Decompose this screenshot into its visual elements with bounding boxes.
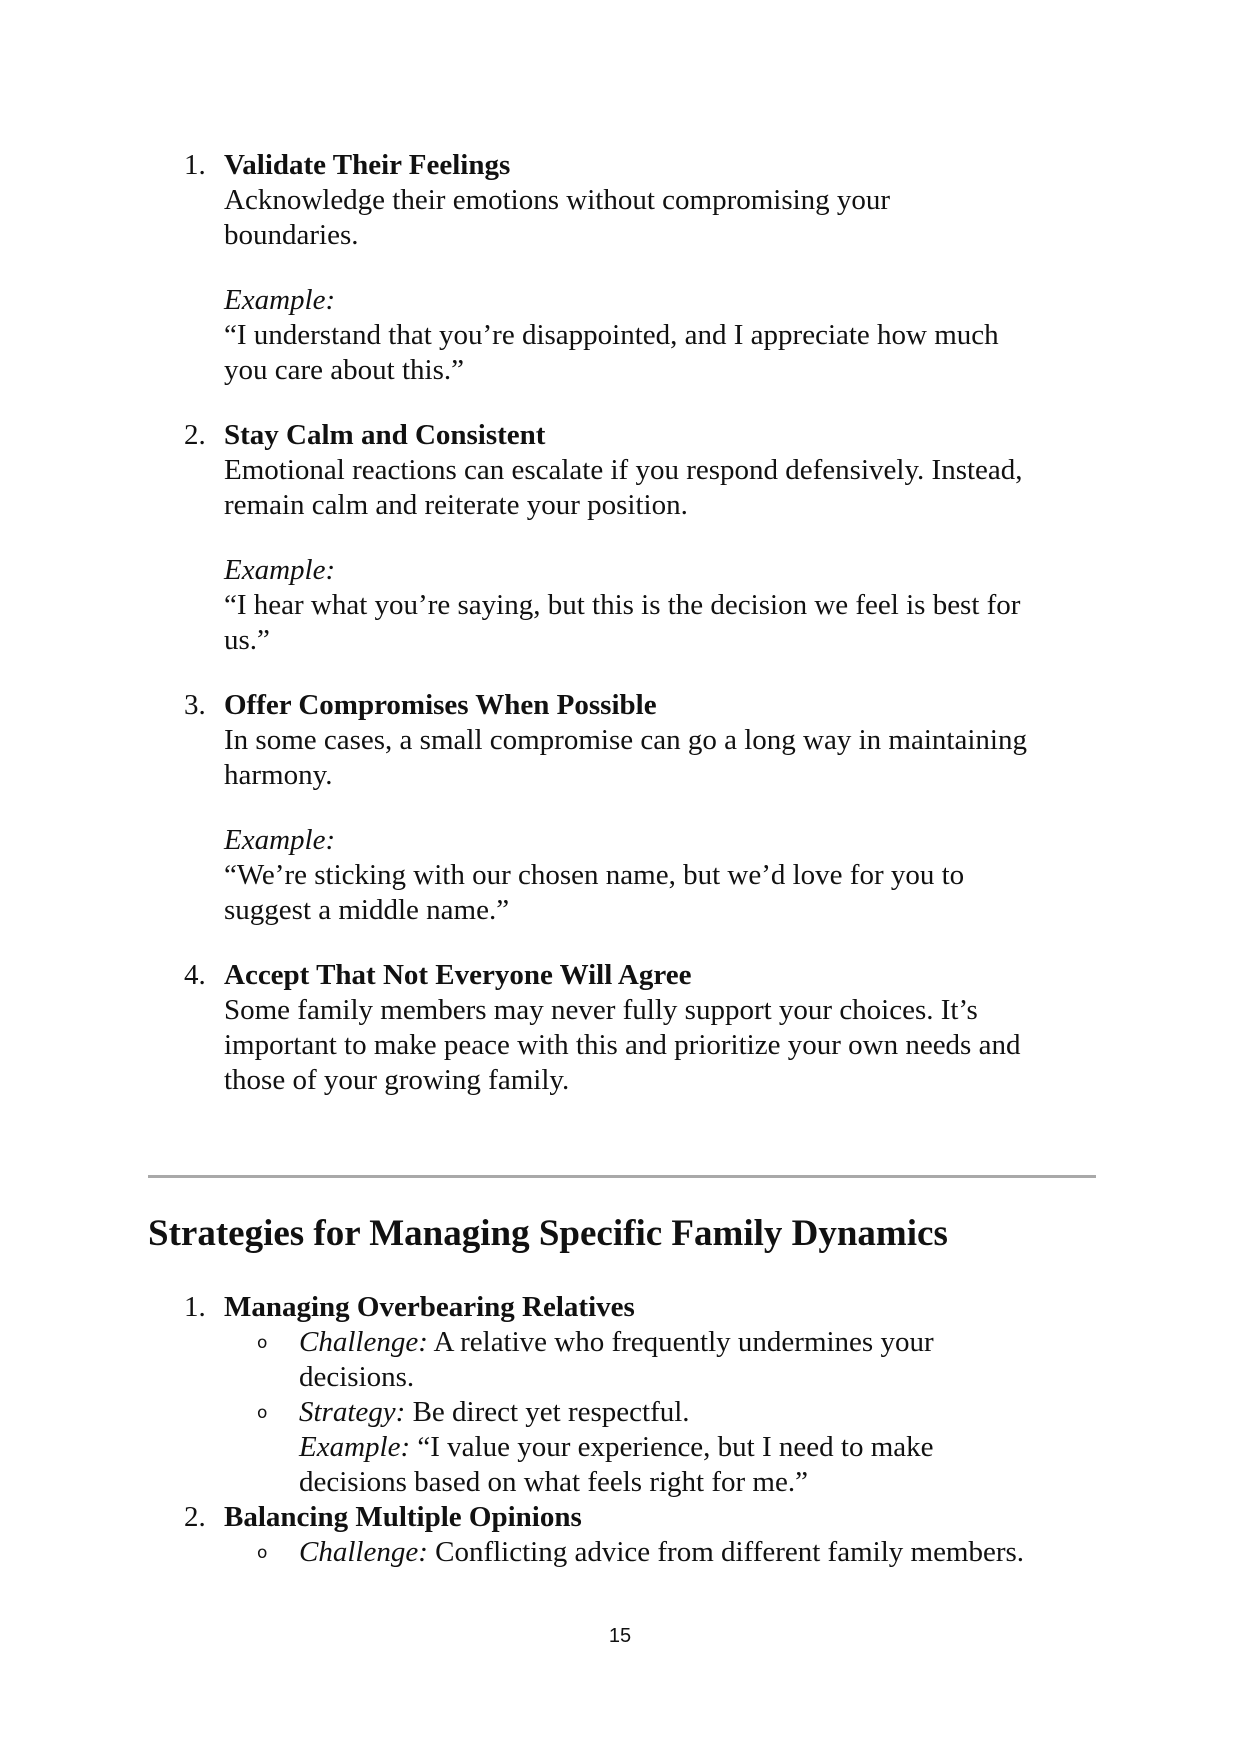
example-block xyxy=(224,283,1110,388)
list-item xyxy=(180,148,1110,388)
list-number: 1. xyxy=(184,1291,206,1323)
item-body-line: Some family members may never fully support your choices. It’s xyxy=(224,994,978,1026)
example-quote-line: us.” xyxy=(224,624,270,656)
hollow-bullet-icon: o xyxy=(257,1403,268,1423)
item-body-line: important to make peace with this and prioritize your own needs and xyxy=(224,1029,1021,1061)
item-body-line: harmony. xyxy=(224,759,333,791)
section-heading: Strategies for Managing Specific Family Dynamics xyxy=(148,1213,948,1254)
example-quote-line: you care about this.” xyxy=(224,354,464,386)
list-item xyxy=(180,1290,1110,1500)
example-block xyxy=(224,823,1110,928)
example-quote-line: suggest a middle name.” xyxy=(224,894,510,926)
list-number: 4. xyxy=(184,959,206,991)
item-title: Accept That Not Everyone Will Agree xyxy=(224,959,692,991)
list-item xyxy=(180,418,1110,658)
item-body-line: Acknowledge their emotions without compromising your xyxy=(224,184,891,216)
family-dynamics-list xyxy=(180,1290,1110,1570)
challenge-label: Challenge: xyxy=(299,1536,428,1568)
sub-bullet-list xyxy=(224,1325,1110,1500)
example-quote-line: “We’re sticking with our chosen name, but we’d love for you to xyxy=(224,859,965,891)
list-number: 3. xyxy=(184,689,206,721)
list-item xyxy=(180,688,1110,928)
item-body-line: those of your growing family. xyxy=(224,1064,570,1096)
item-title: Offer Compromises When Possible xyxy=(224,689,657,721)
hollow-bullet-icon: o xyxy=(257,1333,268,1353)
example-quote-line: “I understand that you’re disappointed, and I appreciate how much xyxy=(224,319,999,351)
example-line xyxy=(299,1430,1110,1465)
list-number: 1. xyxy=(184,149,206,181)
sub-bullet-list xyxy=(224,1535,1110,1570)
challenge-text: A relative who frequently undermines your xyxy=(427,1326,934,1358)
sub-list-item xyxy=(257,1535,1110,1570)
page-number: 15 xyxy=(608,1625,632,1647)
item-body-line: boundaries. xyxy=(224,219,359,251)
item-body-line: In some cases, a small compromise can go a long way in maintaining xyxy=(224,724,1027,756)
list-number: 2. xyxy=(184,1501,206,1533)
example-block xyxy=(224,553,1110,658)
example-text: “I value your experience, but I need to make xyxy=(410,1431,934,1463)
sub-list-item xyxy=(257,1395,1110,1500)
strategy-text: Be direct yet respectful. xyxy=(405,1396,690,1428)
example-label: Example: xyxy=(224,554,336,586)
example-label: Example: xyxy=(224,284,336,316)
example-quote-line: “I hear what you’re saying, but this is the decision we feel is best for xyxy=(224,589,1021,621)
hollow-bullet-icon: o xyxy=(257,1543,268,1563)
list-item xyxy=(180,958,1110,1098)
example-label: Example: xyxy=(299,1431,411,1463)
horizontal-divider xyxy=(148,1175,1096,1178)
list-number: 2. xyxy=(184,419,206,451)
challenge-text: Conflicting advice from different family members. xyxy=(427,1536,1025,1568)
sub-list-item xyxy=(257,1325,1110,1395)
challenge-text-line: decisions. xyxy=(299,1361,415,1393)
item-title: Stay Calm and Consistent xyxy=(224,419,546,451)
item-title: Validate Their Feelings xyxy=(224,149,511,181)
boundary-tips-list xyxy=(180,148,1110,1098)
challenge-label: Challenge: xyxy=(299,1326,428,1358)
item-title: Balancing Multiple Opinions xyxy=(224,1501,582,1533)
item-body-line: remain calm and reiterate your position. xyxy=(224,489,688,521)
item-body-line: Emotional reactions can escalate if you respond defensively. Instead, xyxy=(224,454,1023,486)
list-item xyxy=(180,1500,1110,1570)
strategy-label: Strategy: xyxy=(299,1396,406,1428)
item-title: Managing Overbearing Relatives xyxy=(224,1291,635,1323)
example-label: Example: xyxy=(224,824,336,856)
example-text-line: decisions based on what feels right for me.” xyxy=(299,1466,808,1498)
